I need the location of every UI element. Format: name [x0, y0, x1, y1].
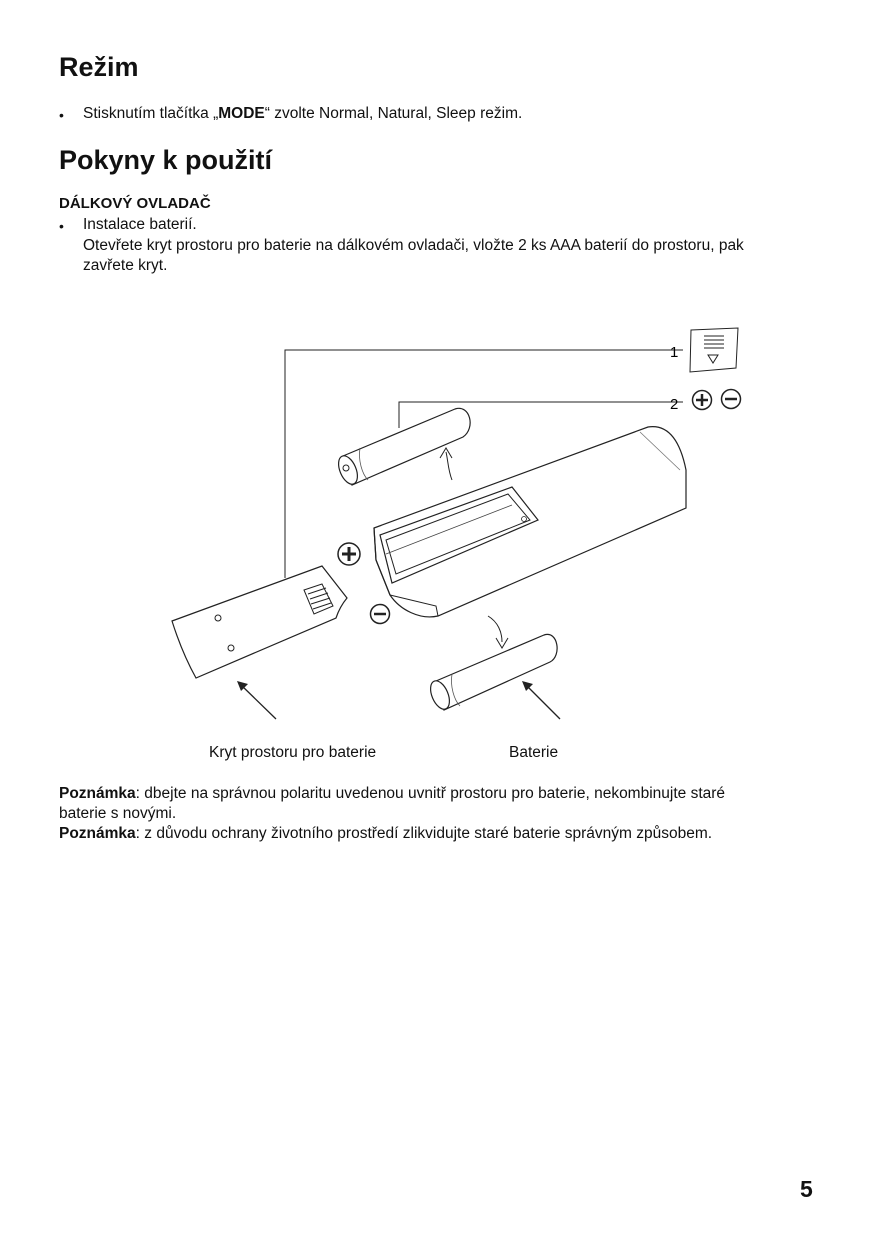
battery-bottom-illustration	[427, 634, 557, 712]
mode-instruction-prefix: Stisknutím tlačítka „	[83, 105, 219, 122]
caption-battery: Baterie	[509, 744, 559, 761]
label-2: 2	[670, 396, 679, 413]
insert-arrow-bottom	[488, 616, 502, 642]
compartment-plus-icon	[338, 543, 360, 565]
polarity-minus-icon	[722, 390, 741, 409]
mode-instruction-suffix: “ zvolte Normal, Natural, Sleep režim.	[264, 105, 523, 122]
bullet-dot: •	[59, 218, 64, 234]
note-2-text: : z důvodu ochrany životního prostředí zlikvidujte staré baterie správným způsobem.	[135, 825, 713, 842]
remote-control-heading: DÁLKOVÝ OVLADAČ	[59, 195, 211, 212]
battery-install-text-line2: zavřete kryt.	[83, 257, 168, 274]
battery-install-text-line1: Otevřete kryt prostoru pro baterie na dálkovém ovladači, vložte 2 ks AAA baterií do prostoru, pak	[83, 237, 744, 254]
note-2	[59, 824, 712, 844]
battery-cover-icon	[690, 328, 738, 372]
battery-install-bullet: Instalace baterií.	[83, 216, 197, 233]
mode-keyword: MODE	[218, 105, 265, 122]
note-1-label: Poznámka	[59, 785, 136, 802]
battery-cover-illustration	[172, 566, 347, 678]
section-title-mode: Režim	[59, 52, 139, 82]
pointer-arrow-cover	[237, 681, 276, 719]
bullet-dot: •	[59, 107, 64, 123]
pointer-arrow-battery	[522, 681, 560, 719]
polarity-plus-icon	[693, 391, 712, 410]
label-1: 1	[670, 344, 679, 361]
note-1-text: : dbejte na správnou polaritu uvedenou uvnitř prostoru pro baterie, nekombinujte staré	[135, 785, 726, 802]
page-number: 5	[800, 1176, 813, 1202]
compartment-minus-icon	[371, 605, 390, 624]
battery-top-illustration	[335, 408, 470, 487]
note-2-label: Poznámka	[59, 825, 136, 842]
note-1-line2: baterie s novými.	[59, 805, 177, 822]
note-1-line1	[59, 784, 725, 804]
section-title-usage: Pokyny k použití	[59, 145, 273, 175]
caption-battery-cover: Kryt prostoru pro baterie	[209, 744, 377, 761]
